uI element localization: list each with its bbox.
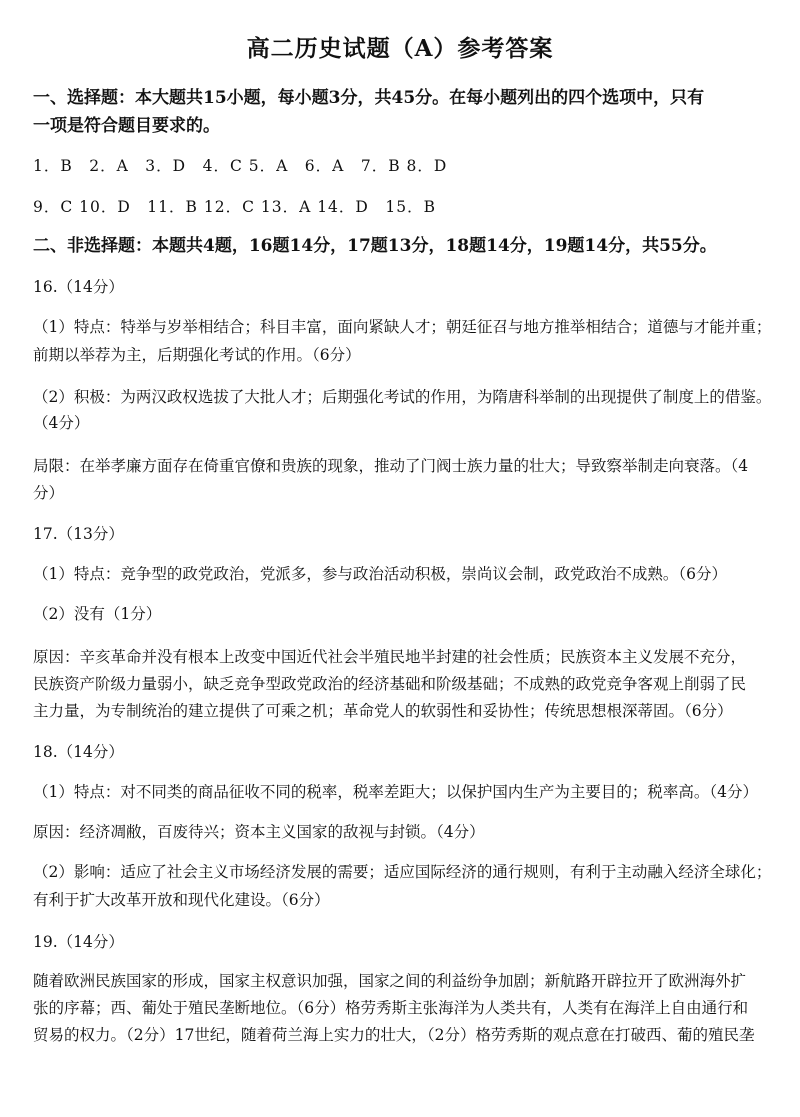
q16-part1-line1: （1）特点：特举与岁举相结合；科目丰富，面向紧缺人才；朝廷征召与地方推举相结合；道德与才能并重； (33, 318, 772, 336)
q18-part1: （1）特点：对不同类的商品征收不同的税率，税率差距大；以保护国内生产为主要目的；税率高。（4分） (33, 783, 758, 801)
q18-label: 18.（14分） (33, 743, 124, 761)
section1-heading-line1: 一、选择题：本大题共15小题，每小题3分，共45分。在每小题列出的四个选项中，只有 (33, 88, 705, 108)
q16-part3-line2: 分） (33, 484, 65, 502)
q18-part3-line2: 有利于扩大改革开放和现代化建设。（6分） (33, 891, 330, 909)
q18-part3-line1: （2）影响：适应了社会主义市场经济发展的需要；适应国际经济的通行规则，有利于主动融入经济全球化； (33, 863, 772, 881)
q16-label: 16.（14分） (33, 278, 124, 296)
q17-part3-line1: 原因：辛亥革命并没有根本上改变中国近代社会半殖民地半封建的社会性质；民族资本主义发展不充分， (33, 648, 747, 666)
page-title: 高二历史试题（A）参考答案 (246, 35, 554, 62)
q16-part2-line1: （2）积极：为两汉政权选拔了大批人才；后期强化考试的作用，为隋唐科举制的出现提供了制度上的借鉴。 (33, 388, 772, 406)
q16-part1-line2: 前期以举荐为主，后期强化考试的作用。（6分） (33, 346, 361, 364)
q19-line1: 随着欧洲民族国家的形成，国家主权意识加强，国家之间的利益纷争加剧；新航路开辟拉开了欧洲海外扩 (33, 972, 747, 990)
section2-heading: 二、非选择题：本题共4题，16题14分，17题13分，18题14分，19题14分，共55分。 (33, 236, 717, 256)
q19-line3: 贸易的权力。（2分）17世纪，随着荷兰海上实力的壮大，（2分）格劳秀斯的观点意在打破西、葡的殖民垄 (33, 1026, 755, 1044)
q17-part2: （2）没有（1分） (33, 605, 162, 623)
q19-label: 19.（14分） (33, 933, 124, 951)
q16-part3-line1: 局限：在举孝廉方面存在倚重官僚和贵族的现象，推动了门阀士族力量的壮大；导致察举制走向衰落。（4 (33, 457, 749, 475)
choice-answers-line1: 1．B 2．A 3．D 4．C 5．A 6．A 7．B 8．D (33, 157, 448, 175)
choice-answers-line2: 9．C 10．D 11．B 12．C 13．A 14．D 15．B (33, 198, 436, 216)
q17-part3-line3: 主力量，为专制统治的建立提供了可乘之机；革命党人的软弱性和妥协性；传统思想根深蒂固。（6分） (33, 702, 733, 720)
q19-line2: 张的序幕；西、葡处于殖民垄断地位。（6分）格劳秀斯主张海洋为人类共有，人类有在海洋上自由通行和 (33, 999, 749, 1017)
q17-part3-line2: 民族资产阶级力量弱小，缺乏竞争型政党政治的经济基础和阶级基础；不成熟的政党竞争客观上削弱了民 (33, 675, 747, 693)
q16-part2-line2: （4分） (33, 414, 90, 432)
q17-part1: （1）特点：竞争型的政党政治，党派多，参与政治活动积极，崇尚议会制，政党政治不成熟。（6分） (33, 565, 727, 583)
section1-heading-line2: 一项是符合题目要求的。 (33, 116, 220, 136)
q18-part2: 原因：经济凋敝，百废待兴；资本主义国家的敌视与封锁。（4分） (33, 823, 485, 841)
q17-label: 17.（13分） (33, 525, 124, 543)
